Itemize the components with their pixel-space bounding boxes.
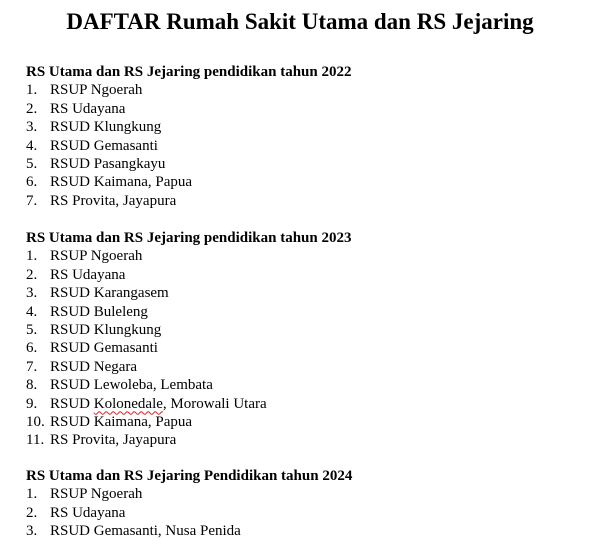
list-number: 11. — [26, 432, 45, 449]
hospital-name: RSUD Lewoleba, Lembata — [50, 377, 213, 394]
list-number: 10. — [26, 414, 45, 431]
hospital-name — [50, 395, 267, 413]
hospital-name: RSUD Karangasem — [50, 285, 169, 302]
list-item — [26, 118, 586, 136]
hospital-name: RS Provita, Jayapura — [50, 192, 177, 209]
list-number: 2. — [26, 100, 38, 117]
list-number: 4. — [26, 137, 38, 154]
hospital-name-suffix: , Morowali Utara — [162, 395, 267, 412]
hospital-name: RSUD Buleleng — [50, 303, 148, 320]
list-item — [26, 173, 586, 191]
list-number: 5. — [26, 322, 38, 339]
list-number: 1. — [26, 82, 38, 99]
hospital-name: RSUD Kaimana, Papua — [50, 414, 193, 431]
list-number: 7. — [26, 358, 38, 375]
list-item — [26, 100, 586, 118]
list-number: 2. — [26, 266, 38, 283]
list-number: 1. — [26, 248, 38, 265]
list-number: 1. — [26, 486, 38, 503]
list-item — [26, 339, 586, 357]
list-number: 3. — [26, 119, 38, 136]
hospital-name: RSUD Gemasanti — [50, 340, 158, 357]
list-item — [26, 266, 586, 284]
list-item — [26, 137, 586, 155]
document-title: DAFTAR Rumah Sakit Utama dan RS Jejaring — [66, 9, 534, 34]
section-2023 — [26, 229, 586, 450]
list-item — [26, 395, 586, 413]
hospital-name: RSUP Ngoerah — [50, 486, 143, 503]
hospital-list-2022 — [26, 81, 586, 210]
hospital-name: RSUD Negara — [50, 358, 138, 375]
section-heading-2022: RS Utama dan RS Jejaring pendidikan tahun 2022 — [26, 64, 352, 80]
list-number: 3. — [26, 285, 38, 302]
list-item — [26, 431, 586, 449]
list-item — [26, 376, 586, 394]
list-item — [26, 155, 586, 173]
list-number: 6. — [26, 174, 38, 191]
list-item — [26, 321, 586, 339]
section-2024 — [26, 467, 586, 541]
section-heading-2023: RS Utama dan RS Jejaring pendidikan tahun 2023 — [26, 230, 352, 246]
hospital-name-prefix: RSUD — [50, 395, 94, 412]
hospital-name: RS Provita, Jayapura — [50, 432, 177, 449]
hospital-name: RSUD Klungkung — [50, 322, 162, 339]
list-number: 2. — [26, 504, 38, 521]
list-item — [26, 504, 586, 522]
list-number: 5. — [26, 156, 38, 173]
list-number: 4. — [26, 303, 38, 320]
hospital-name: RSUD Klungkung — [50, 119, 162, 136]
hospital-name: RS Udayana — [50, 504, 126, 521]
list-item — [26, 284, 586, 302]
list-item — [26, 522, 586, 540]
list-item — [26, 192, 586, 210]
list-item — [26, 247, 586, 265]
section-heading-2024: RS Utama dan RS Jejaring Pendidikan tahun 2024 — [26, 468, 353, 484]
hospital-name: RSUP Ngoerah — [50, 82, 143, 99]
hospital-name: RSUP Ngoerah — [50, 248, 143, 265]
list-item — [26, 413, 586, 431]
list-number: 9. — [26, 395, 38, 412]
spellcheck-flagged-word[interactable]: Kolonedale — [93, 395, 163, 412]
list-item — [26, 485, 586, 503]
list-item — [26, 81, 586, 99]
hospital-name: RSUD Gemasanti — [50, 137, 158, 154]
list-number: 7. — [26, 192, 38, 209]
hospital-name: RS Udayana — [50, 100, 126, 117]
hospital-list-2024 — [26, 485, 586, 540]
section-2022 — [26, 63, 586, 210]
list-number: 3. — [26, 523, 38, 540]
hospital-name: RSUD Pasangkayu — [50, 156, 166, 173]
list-number: 6. — [26, 340, 38, 357]
list-item — [26, 358, 586, 376]
hospital-name: RS Udayana — [50, 266, 126, 283]
hospital-name: RSUD Kaimana, Papua — [50, 174, 193, 191]
hospital-list-2023 — [26, 247, 586, 449]
list-number: 8. — [26, 377, 38, 394]
hospital-name: RSUD Gemasanti, Nusa Penida — [50, 523, 241, 540]
list-item — [26, 303, 586, 321]
